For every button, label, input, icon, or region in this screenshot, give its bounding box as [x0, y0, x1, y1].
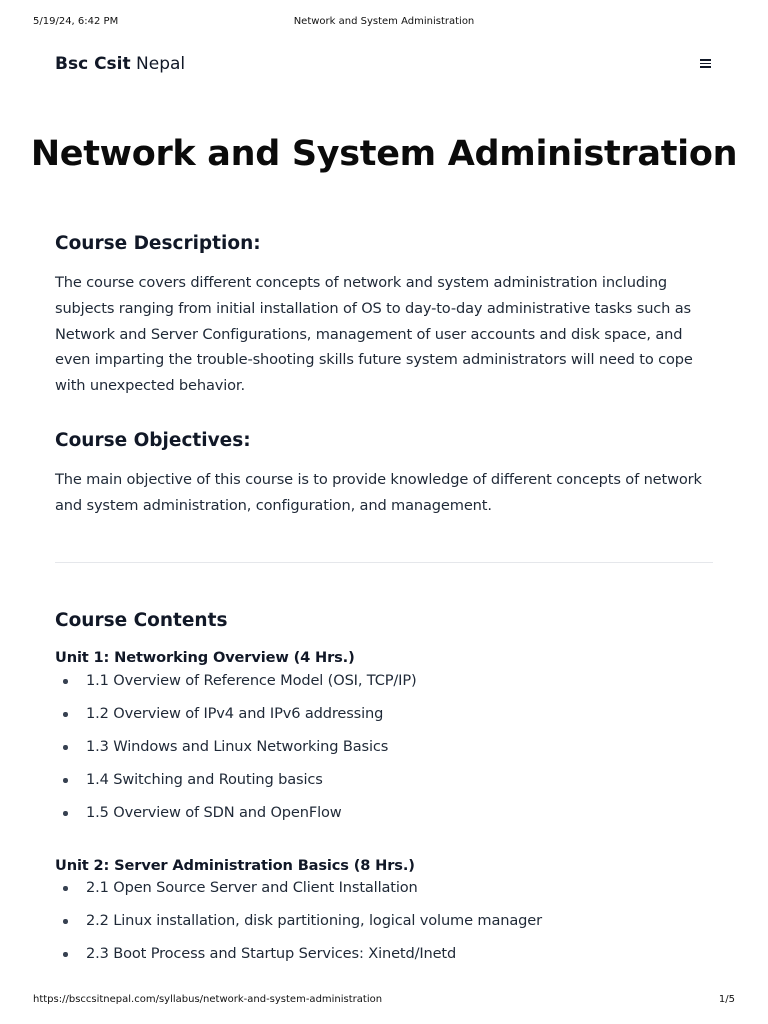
list-item: 1.2 Overview of IPv4 and IPv6 addressing	[55, 704, 713, 737]
list-item: 2.2 Linux installation, disk partitioning, logical volume manager	[55, 911, 713, 944]
list-item: 1.3 Windows and Linux Networking Basics	[55, 737, 713, 770]
list-item: 1.1 Overview of Reference Model (OSI, TCP/IP)	[55, 671, 713, 704]
unit-2-topic-list	[55, 878, 713, 977]
course-description-heading: Course Description:	[55, 233, 261, 254]
section-divider	[55, 562, 713, 563]
print-datetime: 5/19/24, 6:42 PM	[33, 16, 119, 27]
course-description-section	[55, 231, 713, 399]
unit-heading: Unit 2: Server Administration Basics (8 Hrs.)	[55, 857, 415, 874]
unit-heading: Unit 1: Networking Overview (4 Hrs.)	[55, 649, 355, 666]
course-objectives-text: The main objective of this course is to provide knowledge of different concepts of network and system administration, configuration, and management.	[55, 471, 702, 514]
course-contents-heading: Course Contents	[55, 610, 228, 631]
print-page-number: 1/5	[718, 994, 735, 1005]
print-footer	[33, 994, 735, 1008]
course-description-text: The course covers different concepts of network and system administration including subjects ranging from initial installation of OS to day-to-day administrative tasks such as Network and Server Configurations, management of user accounts and disk space, and even imparting the trouble-shooting skills future system administrators will need to cope with unexpected behavior.	[55, 274, 693, 395]
print-header	[33, 16, 735, 30]
site-logo-link[interactable]	[55, 51, 185, 77]
list-item: 2.3 Boot Process and Startup Services: Xinetd/Inetd	[55, 944, 713, 977]
list-item: 1.4 Switching and Routing basics	[55, 770, 713, 803]
unit-1-topic-list	[55, 671, 713, 836]
course-objectives-section	[55, 428, 713, 519]
print-page-title: Network and System Administration	[293, 16, 475, 27]
unit-1-section	[55, 648, 713, 836]
unit-2-section	[55, 856, 713, 977]
print-url: https://bsccsitnepal.com/syllabus/network-and-system-administration	[33, 994, 383, 1005]
list-item: 1.5 Overview of SDN and OpenFlow	[55, 803, 713, 836]
page-title: Network and System Administration	[30, 134, 738, 174]
brand-name-bold: Bsc Csit	[55, 54, 131, 74]
brand-name-light: Nepal	[136, 54, 186, 74]
hamburger-menu-icon[interactable]	[700, 58, 711, 69]
course-contents-section	[55, 608, 713, 634]
course-objectives-heading: Course Objectives:	[55, 430, 251, 451]
list-item: 2.1 Open Source Server and Client Installation	[55, 878, 713, 911]
navbar	[55, 51, 713, 77]
